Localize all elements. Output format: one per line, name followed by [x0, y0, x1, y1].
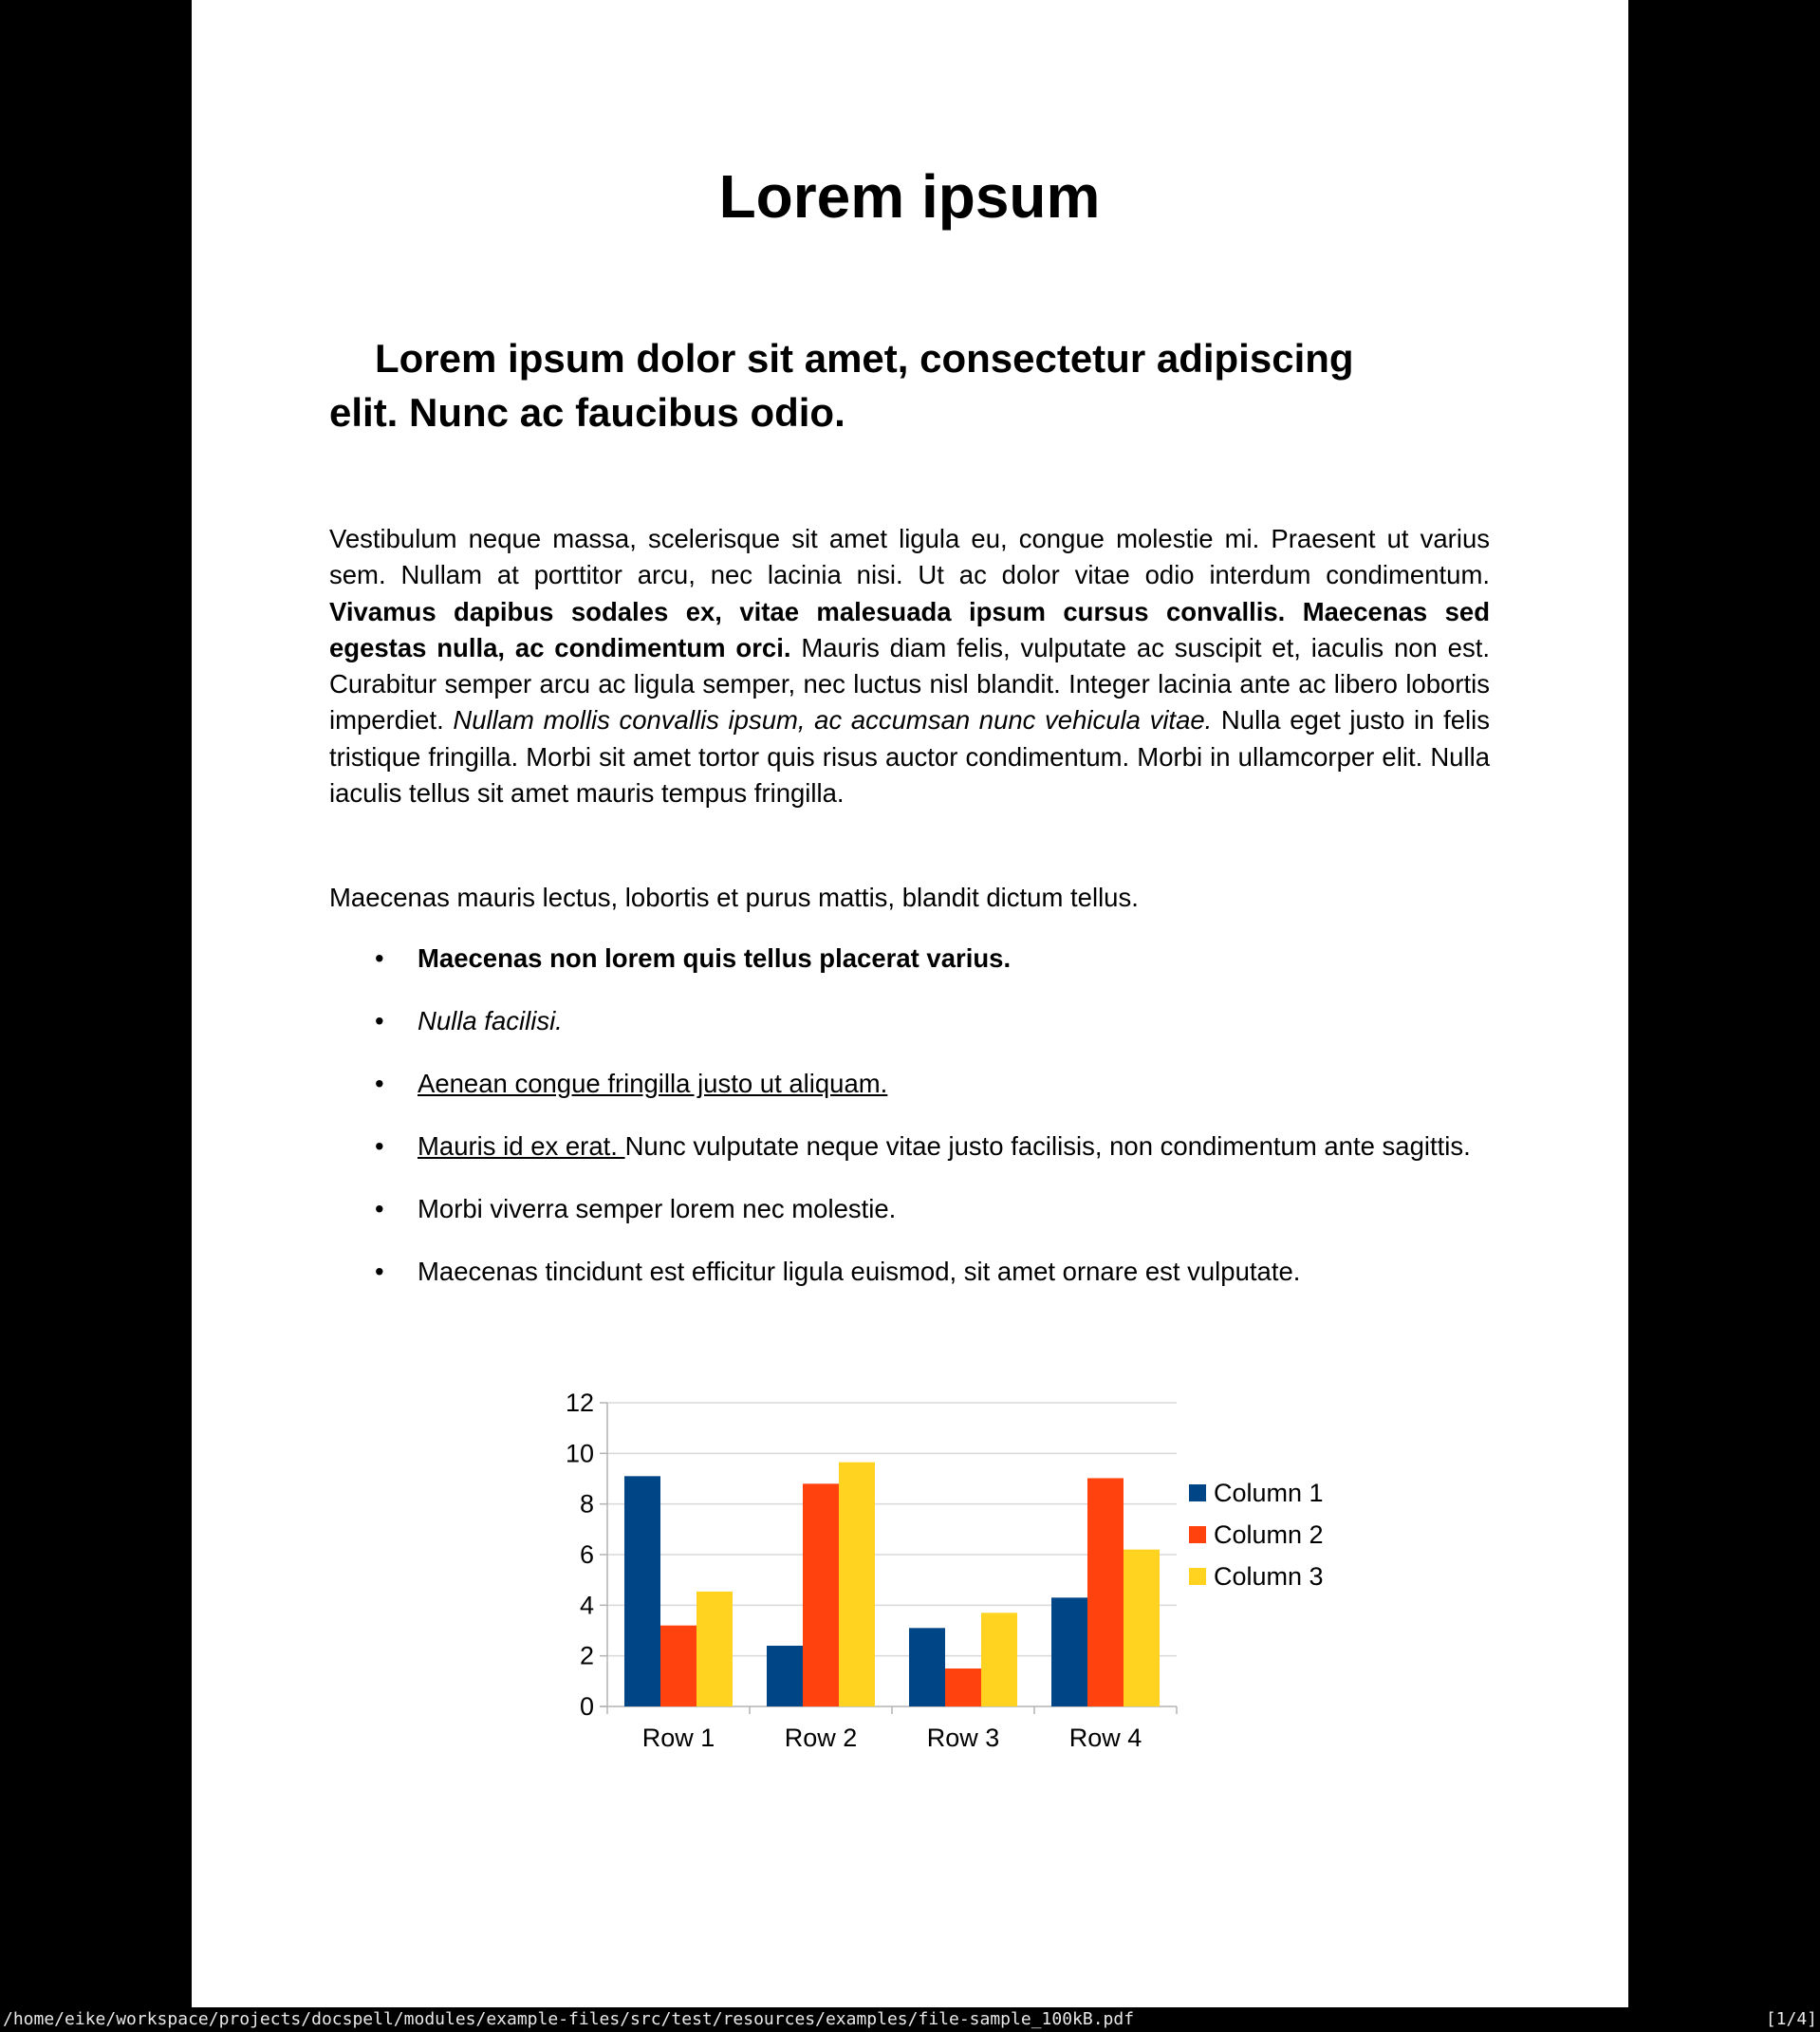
chart-y-axis-label: 8 [579, 1489, 594, 1519]
text-segment: Aenean congue fringilla justo ut aliquam. [418, 1069, 888, 1098]
legend-swatch [1189, 1484, 1206, 1501]
text-segment: Nunc vulputate neque vitae justo facilisis, non condimentum ante sagittis. [624, 1131, 1471, 1161]
list-item [329, 1190, 1490, 1228]
chart-bar [1124, 1550, 1160, 1706]
intro-paragraph: Maecenas mauris lectus, lobortis et purus mattis, blandit dictum tellus. [329, 883, 1139, 912]
legend-label: Column 2 [1214, 1520, 1324, 1549]
chart-x-axis-label: Row 4 [1068, 1724, 1142, 1752]
list-item [329, 940, 1490, 978]
chart-y-axis-label: 10 [565, 1439, 594, 1468]
bullet-marker: • [375, 943, 384, 973]
bar-chart-svg [552, 1367, 1330, 1784]
legend-label: Column 1 [1214, 1479, 1324, 1507]
document-page [192, 0, 1628, 2007]
section-heading [329, 331, 1490, 439]
text-segment: Morbi viverra semper lorem nec molestie. [418, 1194, 897, 1223]
body-paragraph [329, 521, 1490, 811]
section-heading-line2: elit. Nunc ac faucibus odio. [329, 390, 845, 435]
page-title: Lorem ipsum [718, 162, 1101, 231]
chart-x-axis-label: Row 3 [926, 1724, 1000, 1752]
chart-x-axis-label: Row 1 [641, 1724, 715, 1752]
text-segment: Vivamus dapibus sodales ex, vitae malesuada ipsum cursus convallis. Maecenas sed egestas nulla, ac condimentum orci. [329, 596, 1490, 662]
chart-bar [909, 1628, 945, 1706]
legend-label: Column 3 [1214, 1562, 1324, 1591]
chart-bar [981, 1613, 1017, 1706]
legend-swatch [1189, 1526, 1206, 1543]
chart-y-axis-label: 12 [565, 1389, 594, 1417]
chart-bar [1051, 1597, 1087, 1706]
statusbar-file-path: /home/eike/workspace/projects/docspell/modules/example-files/src/test/resources/examples/file-sample_100kB.pdf [3, 2009, 1135, 2029]
text-segment: Mauris diam felis, vulputate ac suscipit et, iaculis non est. Curabitur semper arcu ac ligula semper, nec luctus nisl blandit. Integer lacinia ante ac libero lobortis imperdiet. [329, 632, 1490, 736]
list-item [329, 1065, 1490, 1103]
text-segment: Nullam mollis convallis ipsum, ac accumsan nunc vehicula vitae. [453, 705, 1213, 736]
statusbar-page-indicator: [1/4] [1765, 2009, 1817, 2029]
bullet-list [329, 940, 1490, 1315]
bullet-marker: • [375, 1069, 384, 1098]
chart-y-axis-label: 0 [579, 1692, 594, 1721]
text-segment: Maecenas non lorem quis tellus placerat varius. [418, 943, 1012, 973]
legend-swatch [1189, 1568, 1206, 1585]
chart-bar [696, 1592, 733, 1706]
chart-bar [803, 1483, 839, 1706]
section-heading-line1: Lorem ipsum dolor sit amet, consectetur adipiscing [375, 336, 1354, 381]
chart-bar [660, 1626, 696, 1706]
chart-bar [767, 1646, 803, 1706]
text-segment: Nulla facilisi. [418, 1006, 563, 1035]
bullet-marker: • [375, 1006, 384, 1035]
chart-y-axis-label: 6 [579, 1540, 594, 1569]
bullet-marker: • [375, 1131, 384, 1161]
chart-y-axis-label: 2 [579, 1641, 594, 1670]
chart-bar [624, 1476, 660, 1706]
bar-chart [552, 1367, 1330, 1784]
statusbar [0, 2007, 1820, 2032]
list-item [329, 1128, 1490, 1165]
text-segment: Mauris id ex erat. [418, 1131, 625, 1161]
chart-bar [945, 1668, 981, 1706]
text-segment: Vestibulum neque massa, scelerisque sit amet ligula eu, congue molestie mi. Praesent ut varius sem. Nullam at porttitor arcu, nec lacinia nisi. Ut ac dolor vitae odio interdum condimentum. [329, 524, 1490, 590]
chart-bar [1087, 1478, 1124, 1706]
text-segment: Nulla eget justo in felis tristique fringilla. Morbi sit amet tortor quis risus auctor condimentum. Morbi in ullamcorper elit. Nulla iaculis tellus sit amet mauris tempus fringilla. [329, 705, 1490, 809]
list-item [329, 1253, 1490, 1291]
bullet-marker: • [375, 1194, 384, 1223]
chart-y-axis-label: 4 [579, 1591, 594, 1620]
page-content [329, 0, 1490, 2007]
chart-x-axis-label: Row 2 [784, 1724, 858, 1752]
text-segment: Maecenas tincidunt est efficitur ligula euismod, sit amet ornare est vulputate. [418, 1257, 1301, 1286]
bullet-marker: • [375, 1257, 384, 1286]
list-item [329, 1002, 1490, 1040]
chart-bar [839, 1463, 875, 1706]
